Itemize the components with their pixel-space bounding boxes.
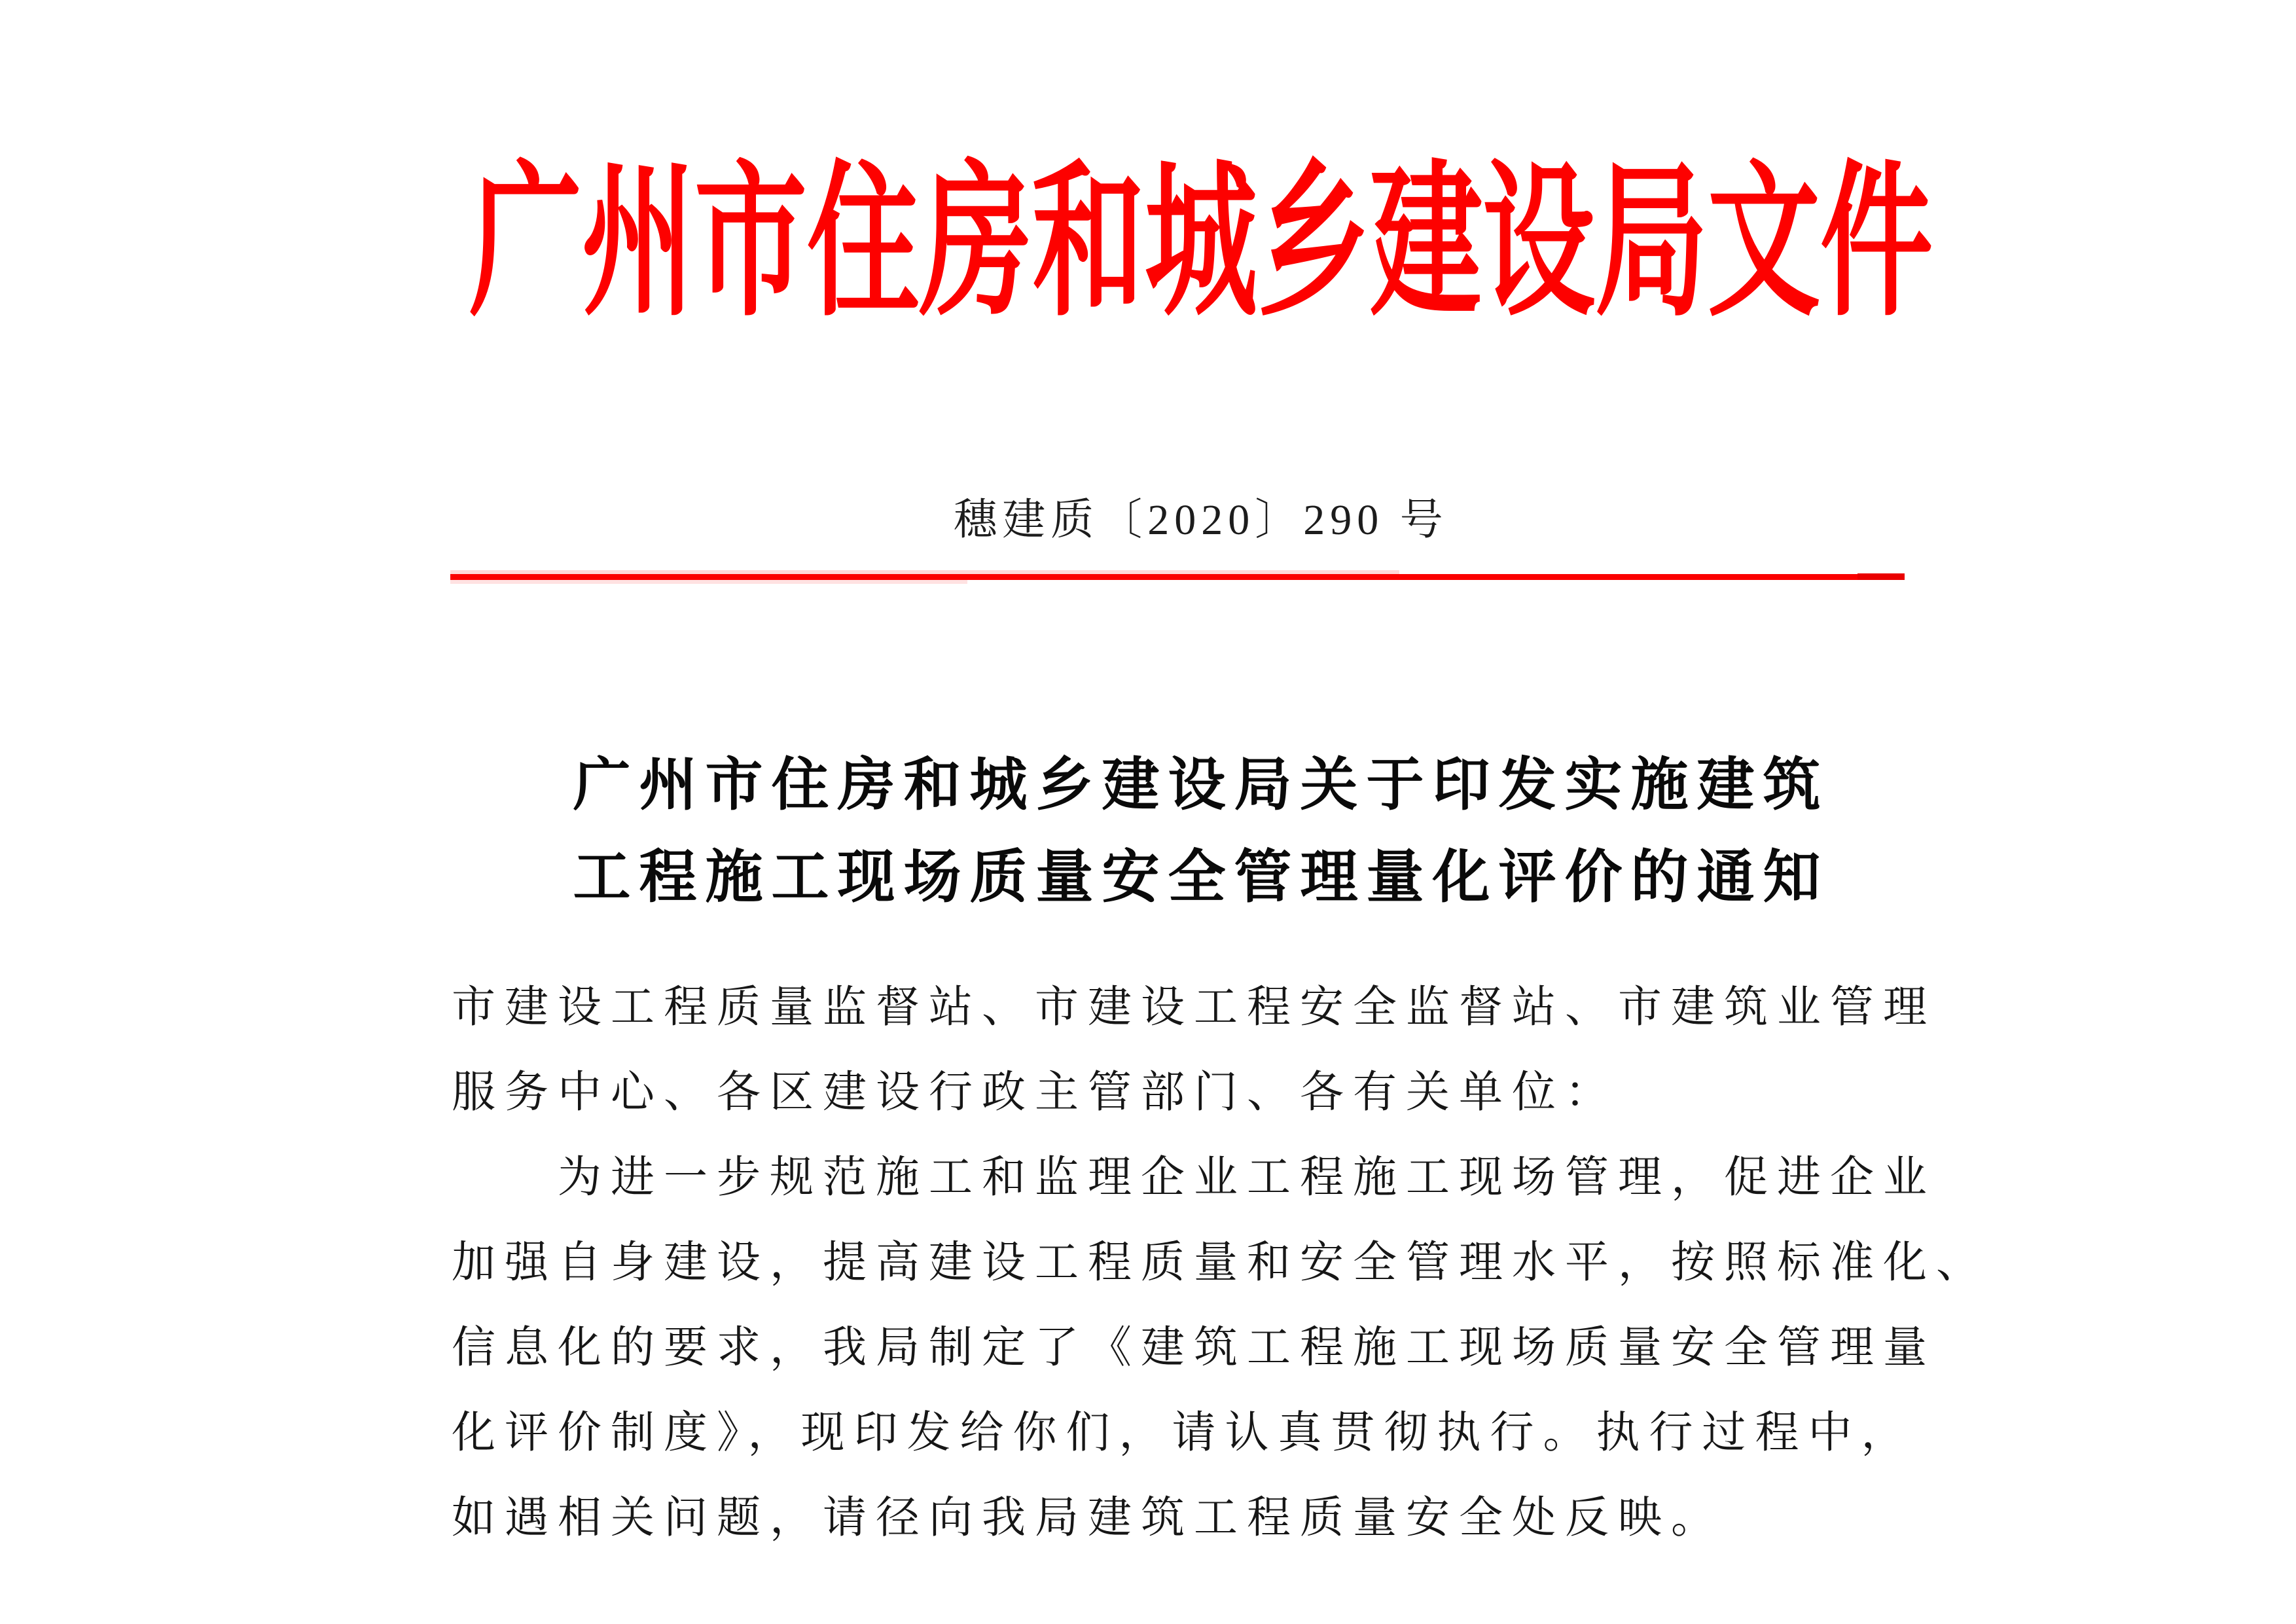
notice-body [452, 965, 1989, 1561]
salutation-line-1: 市建设工程质量监督站、市建设工程安全监督站、市建筑业管理 [452, 983, 1936, 1032]
paragraph-line-1: 为进一步规范施工和监理企业工程施工现场管理，促进企业 [558, 1153, 1936, 1202]
rule-scan-shadow-bottom [450, 580, 967, 584]
red-divider-line [450, 574, 1905, 580]
paragraph-line-3: 信息化的要求，我局制定了《建筑工程施工现场质量安全管理量 [452, 1324, 1936, 1372]
document-content [452, 0, 1989, 1624]
document-reference-number: 穗建质〔2020〕290 号 [954, 496, 1448, 544]
notice-title-line-2: 工程施工现场质量安全管理量化评价的通知 [573, 844, 1829, 909]
paragraph-line-4: 化评价制度》，现印发给你们，请认真贯彻执行。执行过程中， [452, 1409, 1914, 1457]
rule-dark-end-segment [1857, 573, 1905, 580]
paragraph-line-2: 加强自身建设，提高建设工程质量和安全管理水平，按照标准化、 [452, 1238, 1989, 1287]
paragraph-line-5: 如遇相关问题，请径向我局建筑工程质量安全处反映。 [452, 1494, 1724, 1542]
notice-title [452, 738, 1950, 923]
agency-letterhead-title: 广州市住房和城乡建设局文件 [469, 152, 1933, 336]
rule-scan-shadow-top [450, 570, 1399, 574]
salutation-line-2: 服务中心、各区建设行政主管部门、各有关单位： [452, 1068, 1618, 1117]
notice-title-line-1: 广州市住房和城乡建设局关于印发实施建筑 [573, 752, 1829, 817]
